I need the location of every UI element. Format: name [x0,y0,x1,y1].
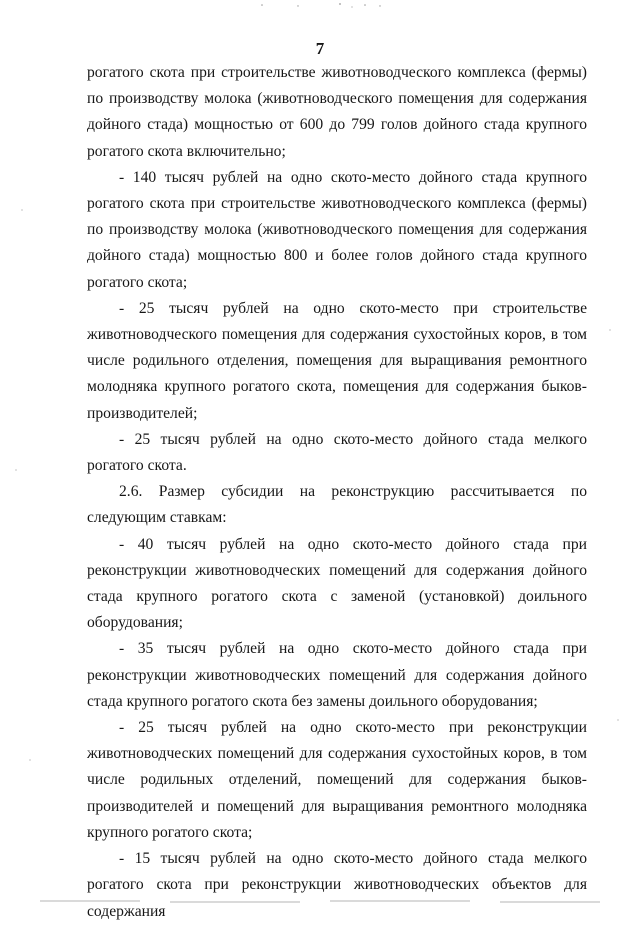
paragraph: - 25 тысяч рублей на одно ското-место дойного стада мелкого рогатого скота. [87,430,587,475]
paragraph: 2.6. Размер субсидии на реконструкцию рассчитывается по следующим ставкам: [87,483,587,527]
paragraph: рогатого скота при строительстве животноводческого комплекса (фермы) по производству молока (животноводческого помещения для содержания дойного стада) мощностью от 600 до 799 голов дойного стада крупного рогатого скота включительно; [87,64,587,160]
paragraph: - 15 тысяч рублей на одно ското-место дойного стада мелкого рогатого скота при реконструкции животноводческих объектов для содержания [87,850,587,920]
paragraph: - 35 тысяч рублей на одно ското-место дойного стада при реконструкции животноводческих помещений для содержания дойного стада крупного рогатого скота без замены доильного оборудования; [87,640,587,710]
paragraph: - 25 тысяч рублей на одно ското-место при реконструкции животноводческих помещений для содержания сухостойных коров, в том числе родильных отделений, помещений для содержания быков-производителей и помещений для выращивания ремонтного молодняка крупного рогатого скота; [87,719,587,841]
paragraph: - 25 тысяч рублей на одно ското-место при строительстве животноводческого помещения для содержания сухостойных коров, в том числе родильного отделения, помещения для выращивания ремонтного молодняка крупного рогатого скота, помещения для содержания быков-производителей; [87,299,587,422]
page-number: 7 [315,39,325,58]
paragraph: - 140 тысяч рублей на одно ското-место дойного стада крупного рогатого скота при строительстве животноводческого комплекса (фермы) по производству молока (животноводческого помещения для содержания дойного стада) мощностью 800 и более голов дойного стада крупного рогатого скота; [87,168,587,291]
document-body [87,60,587,925]
paragraph: - 40 тысяч рублей на одно ското-место дойного стада при реконструкции животноводческих помещений для содержания дойного стада крупного рогатого скота с заменой (установкой) доильного оборудования; [87,535,587,632]
